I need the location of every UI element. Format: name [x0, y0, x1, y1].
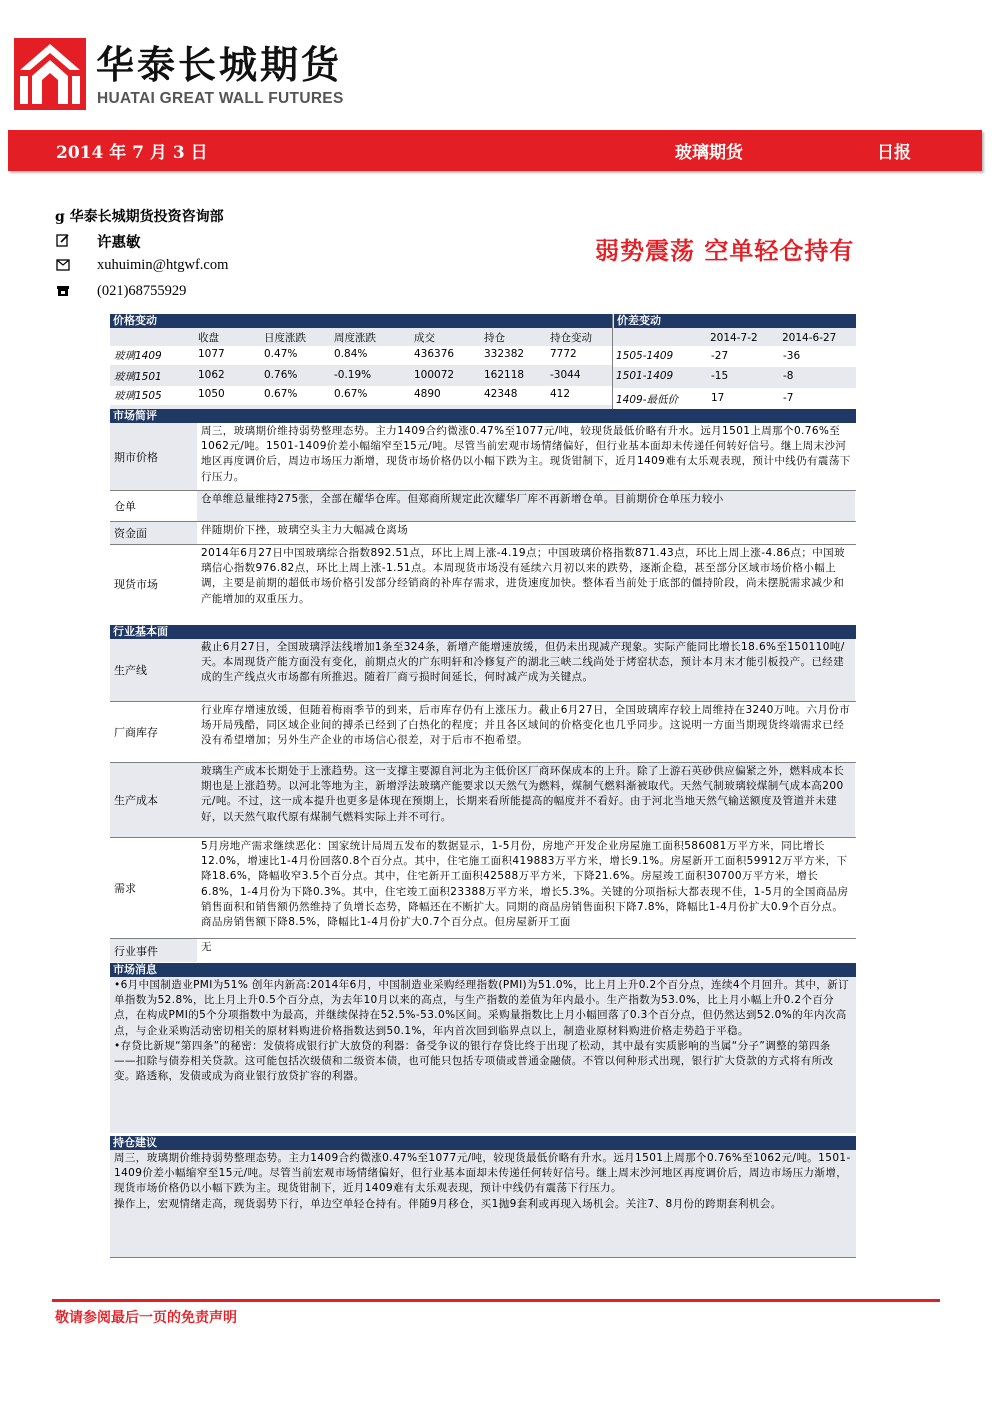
open-interest: 162118	[484, 369, 525, 381]
brand-name-en: HUATAI GREAT WALL FUTURES	[97, 90, 344, 107]
news-item-loan-ratio: •存贷比新规“第四条”的秘密：发债将成银行扩大放贷的利器：备受争议的银行存贷比终于出现了松动，其中最有实质影响的当属“分子”调整的第四条——扣除与债券相关贷款。这可能包括次级债和二级资本债，也可能只包括专项债或普通金融债。不管以何种形式出现，银行扩大贷款的方式将有所改变。路透称，发债或成为商业银行放贷扩容的利器。	[114, 1039, 834, 1083]
edit-icon	[56, 233, 70, 247]
author-email[interactable]: xuhuimin@htgwf.com	[97, 257, 229, 273]
report-header-bar	[8, 130, 982, 171]
industry-header: 行业基本面	[110, 625, 856, 639]
week-change: -0.19%	[334, 369, 372, 381]
col-oi: 持仓	[484, 332, 505, 344]
contract-name: 玻璃1501	[114, 371, 162, 383]
spread-name: 1409-最低价	[616, 394, 679, 406]
table-row	[613, 346, 856, 367]
open-interest: 42348	[484, 388, 518, 400]
day-change: 0.76%	[264, 369, 298, 381]
industry-event-label: 行业事件	[110, 939, 197, 962]
spot-market-label: 现货市场	[114, 578, 158, 591]
inventory-label: 厂商库存	[114, 726, 158, 739]
close-value: 1062	[198, 369, 225, 381]
col-volume: 成交	[414, 332, 435, 344]
advice-text-2: 操作上，宏观情绪走高，现货弱势下行，单边空单轻仓持有。伴随9月移仓，买1抛9套利或再现入场机会。关注7、8月份的跨期套利机会。	[114, 1197, 782, 1210]
col-close: 收盘	[198, 332, 219, 344]
phone-icon	[56, 285, 70, 299]
spread-value-2: -36	[783, 350, 801, 362]
disclaimer-note[interactable]: 敬请参阅最后一页的免责声明	[55, 1310, 237, 1326]
report-product: 玻璃期货	[675, 143, 743, 163]
open-interest: 332382	[484, 348, 525, 360]
futures-price-text: 周三，玻璃期价维持弱势整理态势。主力1409合约微涨0.47%至1077元/吨，较现货最低价略有升水。远月1501上周那个0.76%至1062元/吨。1501-1409价差小幅缩窄至15元/吨。尽管当前宏观市场情绪偏好，但行业基本面却未传递任何转好信号。继上周末沙河地区再度调价后，周边市场压力渐增，现货市场价格仍以小幅下跌为主。现货钳制下，近月1409难有太乐观表现，预计中线仍有震荡下行压力。	[201, 425, 851, 483]
company-logo	[14, 38, 86, 110]
table-row	[110, 366, 612, 385]
spot-market-text: 2014年6月27日中国玻璃综合指数892.51点，环比上周上涨-4.19点；中国玻璃价格指数871.43点，环比上周上涨-4.86点；中国玻璃信心指数976.82点，环比上周上涨-1.51点。本周现货市场没有延续六月初以来的跌势，逐渐企稳，甚至部分区域市场价格小幅上调，主要是前期的超低市场价格引发部分经销商的补库存需求，进货速度加快。整体看当前处于底部的僵持阶段，尚未摆脱需求减少和产能增加的双重压力。	[201, 547, 845, 605]
report-date: 2014 年 7 月 3 日	[56, 143, 208, 163]
spread-value-2: -8	[783, 370, 794, 382]
spread-name: 1505-1409	[616, 350, 674, 362]
news-item-pmi: •6月中国制造业PMI为51% 创年内新高:2014年6月，中国制造业采购经理指数(PMI)为51.0%，比上月上升0.2个百分点，连续4个月回升。其中，新订单指数为52.8%，比上月上升0.5个百分点，为去年10月以来的高点，与生产指数的差值为年内最小。生产指数为53.0%，比上月小幅上升0.2个百分点，在构成PMI的5个分项指数中为最高，并继续保持在52.5%-53.0%区间。采购量指数比上月小幅回落了0.3个百分点，但仍然达到52.0%的年内次高点，与企业采购活动密切相关的原材料购进价格指数达到50.1%，年内首次回到临界点以上，制造业原材料购进价格走势趋于平稳。	[114, 979, 849, 1037]
close-value: 1050	[198, 388, 225, 400]
author-phone: (021)68755929	[97, 283, 187, 299]
production-line-text: 截止6月27日，全国玻璃浮法线增加1条至324条，新增产能增速放缓，但仍未出现减产现象。实际产能同比增长18.6%至150110吨/天。本周现货产能方面没有变化，前期点火的广东明轩和冷修复产的湖北三峡二线尚处于烤窑状态，预计本月末才能引板投产。已经建成的生产线点火市场都有所推迟。随着厂商亏损时间延长，何时减产成为关键点。	[197, 639, 855, 701]
col-oi-change: 持仓变动	[550, 332, 592, 344]
market-news-header: 市场消息	[110, 963, 856, 977]
production-line-label: 生产线	[110, 639, 197, 701]
volume: 4890	[414, 388, 441, 400]
warrant-label: 仓单	[114, 500, 136, 513]
brand-name-cn: 华泰长城期货	[96, 43, 343, 87]
col-day: 日度涨跌	[264, 332, 306, 344]
capital-label: 资金面	[110, 522, 197, 544]
industry-event-text: 无	[201, 941, 212, 953]
production-cost-label: 生产成本	[110, 763, 197, 837]
volume: 100072	[414, 369, 455, 381]
warrant-text: 仓单维总量维持275张，全部在耀华仓库。但郑商所规定此次耀华厂库不再新增仓单。目前期价仓单压力较小	[197, 491, 855, 521]
col-week: 周度涨跌	[334, 332, 376, 344]
spread-value-1: -27	[711, 350, 729, 362]
col-date-1: 2014-7-2	[710, 331, 758, 344]
week-change: 0.84%	[334, 348, 368, 360]
close-value: 1077	[198, 348, 225, 360]
table-row	[110, 346, 612, 365]
spread-name: 1501-1409	[616, 370, 674, 382]
demand-label: 需求	[114, 882, 136, 895]
report-headline: 弱势震荡 空单轻仓持有	[595, 236, 855, 265]
advice-content	[110, 1150, 856, 1258]
market-comment-header: 市场简评	[110, 409, 856, 423]
spread-value-1: 17	[711, 392, 725, 404]
volume: 436376	[414, 348, 455, 360]
footer-divider	[52, 1299, 940, 1302]
capital-text: 伴随期价下挫，玻璃空头主力大幅减仓离场	[201, 524, 409, 536]
day-change: 0.67%	[264, 388, 298, 400]
oi-change: 412	[550, 388, 571, 400]
futures-price-label: 期市价格	[110, 423, 197, 490]
position-advice-header: 持仓建议	[110, 1136, 856, 1150]
demand-text: 5月房地产需求继续恶化：国家统计局周五发布的数据显示，1-5月份，房地产开发企业房屋施工面积586081万平方米，同比增长12.0%，增速比1-4月份回落0.8个百分点。其中，住宅施工面积419883万平方米，增长9.1%。房屋新开工面积59912万平方米，下降18.6%，降幅收窄3.5个百分点。其中，住宅新开工面积42588万平方米，下降21.6%。房屋竣工面积30700万平方米，增长6.8%，1-4月份为下降0.3%。其中，住宅竣工面积23388万平方米，增长5.3%。关键的分项指标大都表现不佳，1-5月的全国商品房销售面积和销售额仍然维持了负增长态势，降幅还在不断扩大。同期的商品房销售面积下降7.8%，降幅比1-4月份扩大0.9个百分点。商品房销售额下降8.5%，降幅比1-4月份扩大0.7个百分点。但房屋新开工面	[201, 840, 849, 929]
advice-text-1: 周三，玻璃期价维持弱势整理态势。主力1409合约微涨0.47%至1077元/吨，较现货最低价略有升水。远月1501上周那个0.76%至1062元/吨。1501-1409价差小幅缩窄至15元/吨。尽管当前宏观市场情绪偏好，但行业基本面却未传递任何转好信号。继上周末沙河地区再度调价后，周边市场压力渐增，现货市场价格仍以小幅下跌为主。现货钳制下，近月1409难有太乐观表现，预计中线仍有震荡下行压力。	[114, 1152, 851, 1195]
spread-value-1: -15	[711, 370, 729, 382]
report-type: 日报	[877, 143, 911, 163]
production-cost-text: 玻璃生产成本长期处于上涨趋势。这一支撑主要源自河北为主低价区厂商环保成本的上升。除了上游石英砂供应偏紧之外，燃料成本长期也是上涨趋势。以河北等地为主，新增浮法玻璃产能要求以天然气为燃料，煤制气燃料渐被取代。天然气制玻璃较煤制气成本高200元/吨。不过，这一成本提升也更多是体现在预期上，长期来看所能提高的幅度并不看好。由于河北当地天然气输送额度及管道并未建好，以天然气取代原有煤制气燃料实际上并不可行。	[197, 763, 855, 837]
table-row	[613, 388, 856, 409]
oi-change: -3044	[550, 369, 581, 381]
author-name: 许惠敏	[97, 234, 141, 251]
department-name: g 华泰长城期货投资咨询部	[55, 209, 224, 225]
table-row	[613, 368, 856, 387]
news-content	[110, 977, 856, 1133]
contract-name: 玻璃1505	[114, 390, 162, 402]
inventory-text: 行业库存增速放缓，但随着梅雨季节的到来，后市库存仍有上涨压力。截止6月27日，全国玻璃库存较上周维持在3240万吨。六月份市场开局残酷，同区域企业间的搏杀已经到了白热化的程度；并且各区域间的价格变化也几乎同步。这说明一方面当期现货终端需求已经没有希望增加；另外生产企业的市场信心很差，对于后市不抱希望。	[201, 704, 851, 747]
day-change: 0.47%	[264, 348, 298, 360]
week-change: 0.67%	[334, 388, 368, 400]
price-change-header: 价格变动	[110, 314, 612, 328]
contract-name: 玻璃1409	[114, 350, 162, 362]
col-date-2: 2014-6-27	[782, 331, 837, 344]
oi-change: 7772	[550, 348, 577, 360]
table-row	[110, 386, 612, 405]
spread-change-header: 价差变动	[614, 314, 856, 328]
spread-value-2: -7	[783, 392, 794, 404]
email-icon	[56, 259, 70, 273]
